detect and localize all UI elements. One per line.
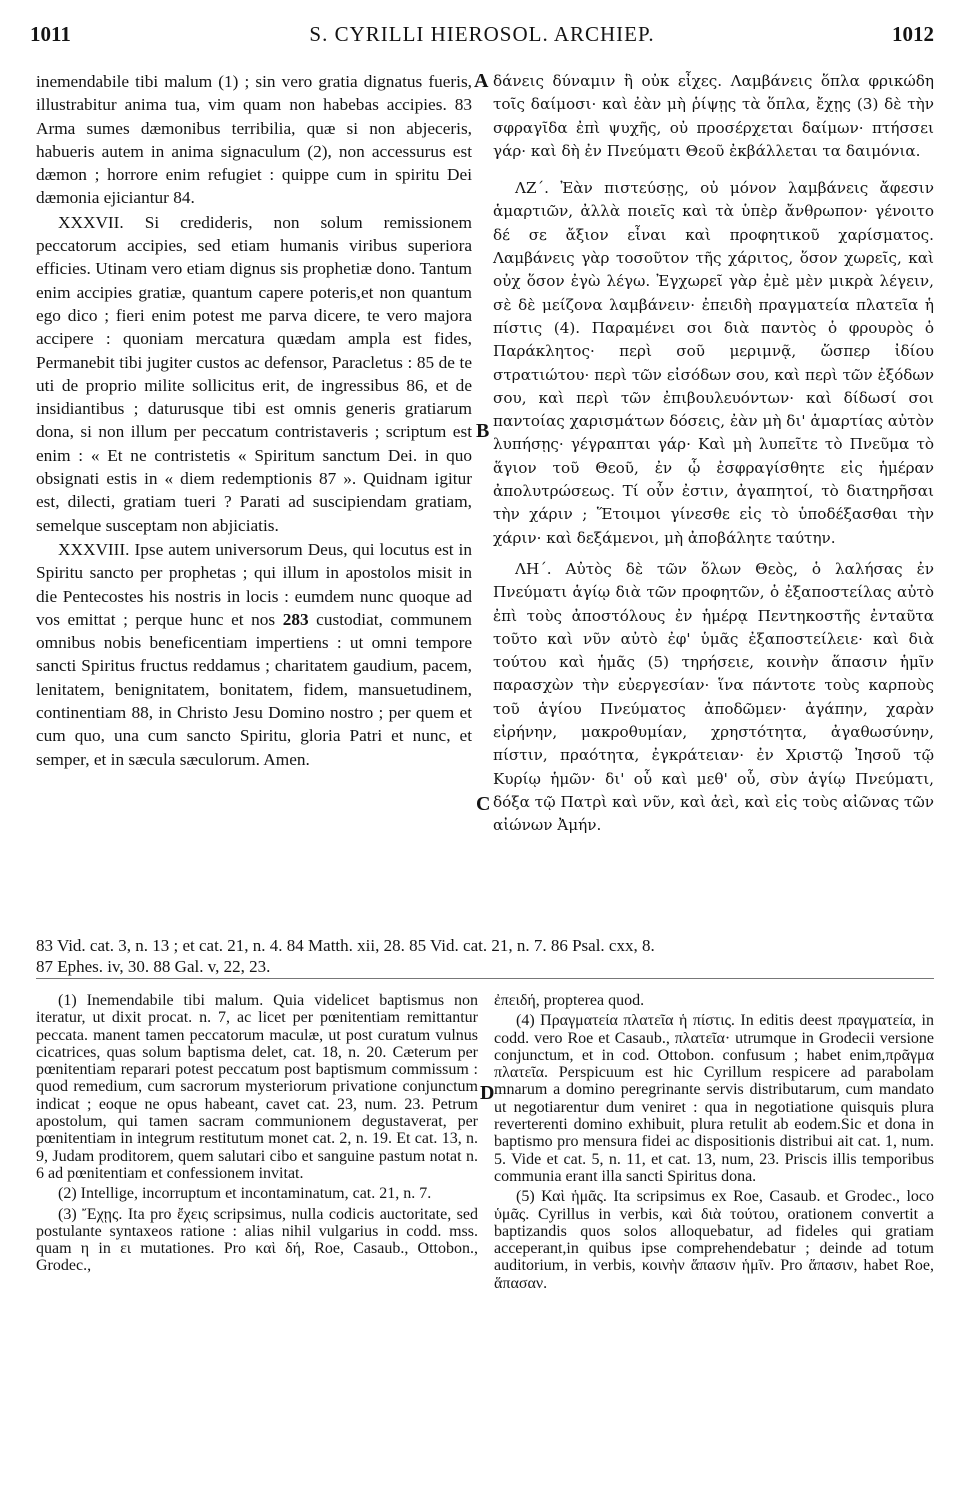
greek-paragraph-37-text: Ἐὰν πιστεύσῃς, οὐ μόνον λαμβάνεις ἄφεσιν ἁμαρτιῶν, ἀλλὰ ποιεῖς καὶ τὰ ὑπὲρ ἄνθρωπον· γένοιτο δέ σε ἄξιον εἶναι καὶ προφητικοῦ χαρίσματος. Λαμβάνεις γὰρ τοσοῦτον τῆς χάριτος, ὅσον χωρεῖς, καὶ οὐχ ὅσον ἐγὼ λέγω. Ἐγχωρεῖ γὰρ ἐμὲ μὲν μικρὰ λέγειν, σὲ δὲ μείζονα λαμβάνειν· ἐπειδὴ πραγματεία πλατεῖα ἡ πίστις (4). Παραμένει σοι διὰ παντὸς ὁ φρουρὸς ὁ Παράκλητος· περὶ σοῦ μεριμνᾷ, ὥσπερ ἰδίου στρατιώτου· περὶ τῶν εἰσόδων σου, καὶ περὶ τῶν ἐξόδων σου, καὶ περὶ τῶν ἐπιβουλευόντων· καὶ δίδωσί σοι παντοίας χαρισμάτων δόσεις, ἐὰν μὴ δι' ἁμαρτίας αὐτὸν λυπήσῃς· γέγραπται γάρ· Καὶ μὴ λυπεῖτε τὸ Πνεῦμα τὸ ἅγιον τοῦ Θεοῦ, ἐν ᾧ ἐσφραγίσθητε εἰς ἡμέραν ἀπολυτρώσεως. Τί οὖν ἐστιν, ἀγαπητοί, τὸ διατηρῆσαι τὴν χάριν ; Ἕτοιμοι γίνεσθε εἰς τὸ ὑποδέξασθαι τὴν χάριν· καὶ δεξάμενοι, μὴ ἀποβάλητε ταύτην. — [493, 179, 934, 547]
footnote-1: (1) Inemendabile tibi malum. Quia videlicet baptismus non iteratur, ut dixit procat. n. 7, ac licet per pœnitentiam remittantur peccata. manent tamen peccatorum maculæ, ut post curatum vulnus cicatrices, quas solum baptisma delet, cat. 18, n. 20. Cæterum per pœnitentiam reparari potest peccatum post baptismum commissum : quod remedium, cum sacrorum mysteriorum privatione conjunctum indicat ; eoque ne opus habeant, cavet cat. 23, num. 23. Petrum apostolum, qui tamen sacram communionem degustaverat, per pœnitentiam in integrum restitutum monet cat. 2, n. 19. Et cat. 13, n. 9, Judam proditorem, quem salutari cibo et sanguine pastum notat n. 6 ad pœnitentiam et confessionem invitat. — [36, 992, 478, 1182]
latin-paragraph-38-text-a: Ipse autem universorum Deus, qui locutus est in Spiritu sancto per prophetas ; qui illum in apostolos misit in die Pentecostes his nostris in locis : eumdem nunc quoque ad vos emittat ; perque hunc et nos — [36, 539, 472, 629]
latin-column — [36, 70, 472, 771]
greek-column — [493, 70, 934, 838]
footnote-5: (5) Καὶ ἡμᾶς. Ita scripsimus ex Roe, Casaub. et Grodec., loco ὑμᾶς. Cyrillus in verbis, καὶ διὰ τούτου, orationem convertit a baptizandis quos solos alloquebatur, ad fideles qui gratiam acceperant,in quibus ipse comprehendebatur ; deinde ad totum auditorium, in verbis, κοινὴν ἅπασιν ἡμῖν. Pro ἅπασιν, habet Roe, ἅπασαν. — [494, 1188, 934, 1292]
references-line-2: 87 Ephes. iv, 30. 88 Gal. v, 22, 23. — [36, 957, 271, 976]
greek-paragraph-38-text: Αὐτὸς δὲ τῶν ὅλων Θεὸς, ὁ λαλήσας ἐν Πνεύματι ἁγίῳ διὰ τῶν προφητῶν, ὁ ἐξαποστείλας αὐτὸ ἐπὶ τοὺς ἀποστόλους ἐν ἡμέρᾳ Πεντηκοστῆς ἐνταῦτα τοῦτο καὶ νῦν αὐτὸ ἐφ' ὑμᾶς ἐξαποστείλειε· καὶ διὰ τούτου καὶ ἡμᾶς (5) τηρήσειε, κοινὴν ἅπασιν ἡμῖν παρασχὼν τὴν εὐεργεσίαν· ἵνα πάντοτε τοὺς καρποὺς τοῦ ἁγίου Πνεύματος ἀποδῶμεν· ἀγάπην, χαρὰν εἰρήνην, μακροθυμίαν, χρηστότητα, ἀγαθωσύνην, πίστιν, πραότητα, ἐγκράτειαν· ἐν Χριστῷ Ἰησοῦ τῷ Κυρίῳ ἡμῶν· δι' οὗ καὶ μεθ' οὗ, σὺν ἁγίῳ Πνεύματι, δόξα τῷ Πατρὶ καὶ νῦν, καὶ ἀεὶ, καὶ εἰς τοὺς αἰῶνας τῶν αἰώνων Ἀμήν. — [493, 559, 934, 835]
margin-marker-c: C — [476, 793, 491, 815]
footnote-3-continued: ἐπειδή, propterea quod. — [494, 992, 645, 1009]
page-header — [30, 22, 934, 56]
latin-paragraph-38 — [36, 538, 472, 771]
latin-paragraph-1: inemendabile tibi malum (1) ; sin vero gratia dignatus fueris, illustrabitur anima tua, vim quam non habebas accipies. 83 Arma sumes dæmonibus terribilia, quæ si non abjeceris, habueris autem in anima signaculum (2), non accessurus est dæmon ; horrore enim refugiet : quippe cum in spiritu Dei dæmonia ejiciantur 84. — [36, 72, 472, 208]
greek-paragraph-38 — [493, 558, 934, 838]
greek-section-number-37: ΛΖ΄. — [515, 179, 549, 198]
original-page-marker: 283 — [282, 609, 309, 629]
references-line-1: 83 Vid. cat. 3, n. 13 ; et cat. 21, n. 4. 84 Matth. xii, 28. 85 Vid. cat. 21, n. 7. 86 Psal. cxx, 8. — [36, 936, 655, 955]
greek-section-number-38: ΛΗ΄. — [515, 559, 552, 578]
latin-paragraph-38-text-b: custodiat, communem omnibus nobis beneficentiam impertiens : ut omni tempore sancti Spiritus fructus reddamus ; charitatem gaudium, pacem, lenitatem, benignitatem, bonitatem, fidem, mansuetudinem, continentiam 88, in Christo Jesu Domino nostro ; per quem et cum quo, una cum sancto Spiritu, gloria Patri et nunc, et semper, et in sæcula sæculorum. Amen. — [36, 609, 472, 769]
footnote-3: (3) Ἔχῃς. Ita pro ἔχεις scripsimus, nulla codicis auctoritate, sed postulante syntaxeos ratione : alias nihil vulgarius in codd. mss. quam η in ει mutationes. Pro καὶ δή, Roe, Casaub., Ottobon., Grodec., — [36, 1205, 478, 1275]
greek-paragraph-1: δάνεις δύναμιν ἣ οὐκ εἶχες. Λαμβάνεις ὅπλα φρικώδη τοῖς δαίμοσι· καὶ ἐὰν μὴ ῥίψῃς τὰ ὅπλα, ἔχῃς (3) δὲ τὴν σφραγῖδα ἐπὶ ψυχῆς, οὐ προσέρχεται δαίμων· πτήσσει γάρ· καὶ δὴ ἐν Πνεύματι Θεοῦ ἐκβάλλεται τα δαιμόνια. — [493, 72, 934, 160]
footnote-2: (2) Intellige, incorruptum et incontaminatum, cat. 21, n. 7. — [58, 1185, 432, 1203]
scripture-references — [36, 935, 942, 977]
margin-marker-a: A — [474, 70, 489, 92]
section-number-37: XXXVII. — [58, 212, 124, 232]
latin-paragraph-37-text: Si credideris, non solum remissionem peccatorum accipies, sed etiam humanis viribus superiora efficies. Utinam vero etiam dignus sis prophetiæ dono. Tantum enim accipies gratiæ, quantum capere poteris,et non quantum ego dico ; fieri enim potest me parva dicere, te vero majora accipere : quoniam mercatura quædam ampla est fides, Permanebit tibi jugiter custos ac defensor, Paracletus : 85 de te uti de proprio milite sollicitus erit, de ingressibus 86, et de insidiantibus ; daturusque tibi est omnis generis gratiarum dona, si non illum per peccatum contristaveris ; scriptum est enim : « Et ne contristetis « Spiritum sanctum Dei. in quo obsignati estis in « diem redemptionis 87 ». Quidnam igitur est, dilecti, gratiam tueri ? Parati ad suscipiendam gratiam, semelque susceptam non abjiciatis. — [36, 212, 472, 535]
latin-paragraph-37 — [36, 211, 472, 537]
footnotes-left — [36, 992, 478, 1275]
greek-paragraph-37 — [493, 177, 934, 550]
page-number-right: 1012 — [892, 22, 934, 46]
footnote-divider — [36, 978, 934, 979]
running-title: S. CYRILLI HIEROSOL. ARCHIEP. — [309, 22, 655, 46]
footnote-4: (4) Πραγματεία πλατεῖα ἡ πίστις. In editis deest πραγματεία, in codd. vero Roe et Casaub., πλατεῖα· utrumque in Grodecii versione conjunctum, et in cod. Ottobon. confusum ; habet enim,πρᾶγμα πλατεῖα. Perspicuum est hic Cyrillum respicere ad parabolam mnarum a domino peregrinante servis distributarum, cum mandato ut negotiarentur dum veniret : qua in negotiatione quisquis plura reverterenti domino exhibuit, plura retulit ab eodem.Sic et dona in baptismo pro mensura fidei ac dispositionis distribui ait cat. 1, num. 5. Vide et cat. 5, n. 11, et cat. 13, num, 23. Priscis illis temporibus communia erant illa sancti Spiritus dona. — [494, 1012, 934, 1185]
margin-marker-b: B — [476, 420, 490, 442]
section-number-38: XXXVIII. — [58, 539, 130, 559]
footnotes-right — [494, 992, 934, 1292]
page-number-left: 1011 — [30, 22, 71, 46]
margin-marker-d: D — [480, 1082, 495, 1104]
